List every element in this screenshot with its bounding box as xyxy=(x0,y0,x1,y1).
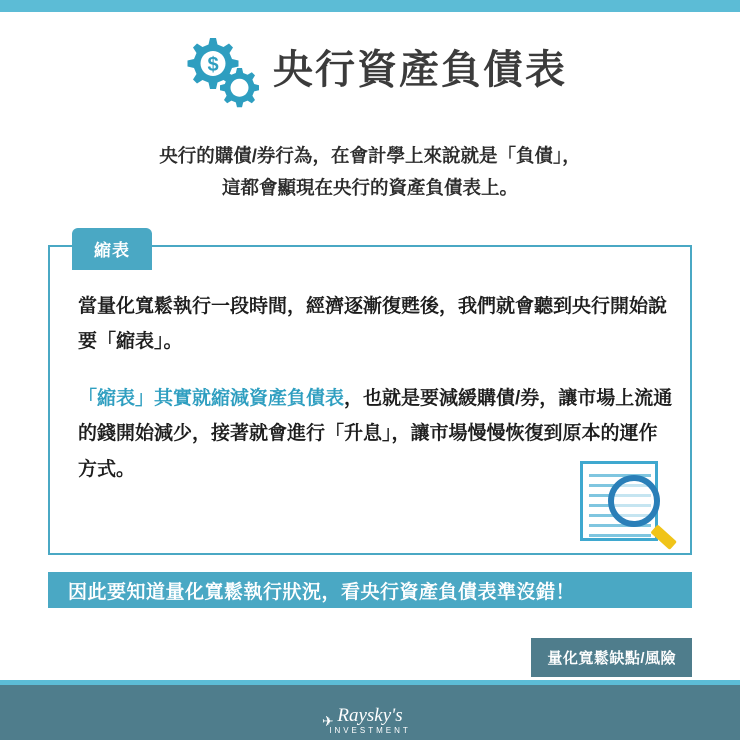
card-paragraph-2-highlight: 「縮表」其實就縮減資產負債表 xyxy=(78,388,345,410)
gears-money-icon xyxy=(173,32,259,108)
brand-mark-icon: ✈ xyxy=(322,713,334,729)
footer-logo xyxy=(0,706,740,736)
svg-text:$: $ xyxy=(207,54,219,76)
magnifier-document-icon xyxy=(580,461,684,553)
brand-subtitle: INVESTMENT xyxy=(329,726,411,736)
card-body xyxy=(78,289,674,487)
header xyxy=(0,30,740,110)
conclusion-banner: 因此要知道量化寬鬆執行狀況，看央行資產負債表準沒錯！ xyxy=(48,572,692,608)
page-title: 央行資產負債表 xyxy=(273,48,567,92)
intro-line-1: 央行的購債/券行為，在會計學上來說就是「負債」， xyxy=(159,145,581,166)
content-card xyxy=(48,241,692,555)
intro-line-2: 這都會顯現在央行的資產負債表上。 xyxy=(221,177,518,199)
card-paragraph-2-rest: ，也就是要減緩購債/券，讓市場上流通的錢開始減少，接著就會進行「升息」，讓市場慢慢恢復到原本的運作方式。 xyxy=(78,388,673,480)
top-accent-bar xyxy=(0,0,740,12)
card-paragraph-1: 當量化寬鬆執行一段時間，經濟逐漸復甦後，我們就會聽到央行開始說要「縮表」。 xyxy=(78,296,668,353)
magnifier-lens xyxy=(608,475,660,527)
next-topic-chip[interactable]: 量化寬鬆缺點/風險 xyxy=(531,638,692,677)
intro-paragraph xyxy=(70,140,670,205)
card-tab-label: 縮表 xyxy=(72,228,152,270)
brand-name: Raysky's xyxy=(337,704,403,726)
